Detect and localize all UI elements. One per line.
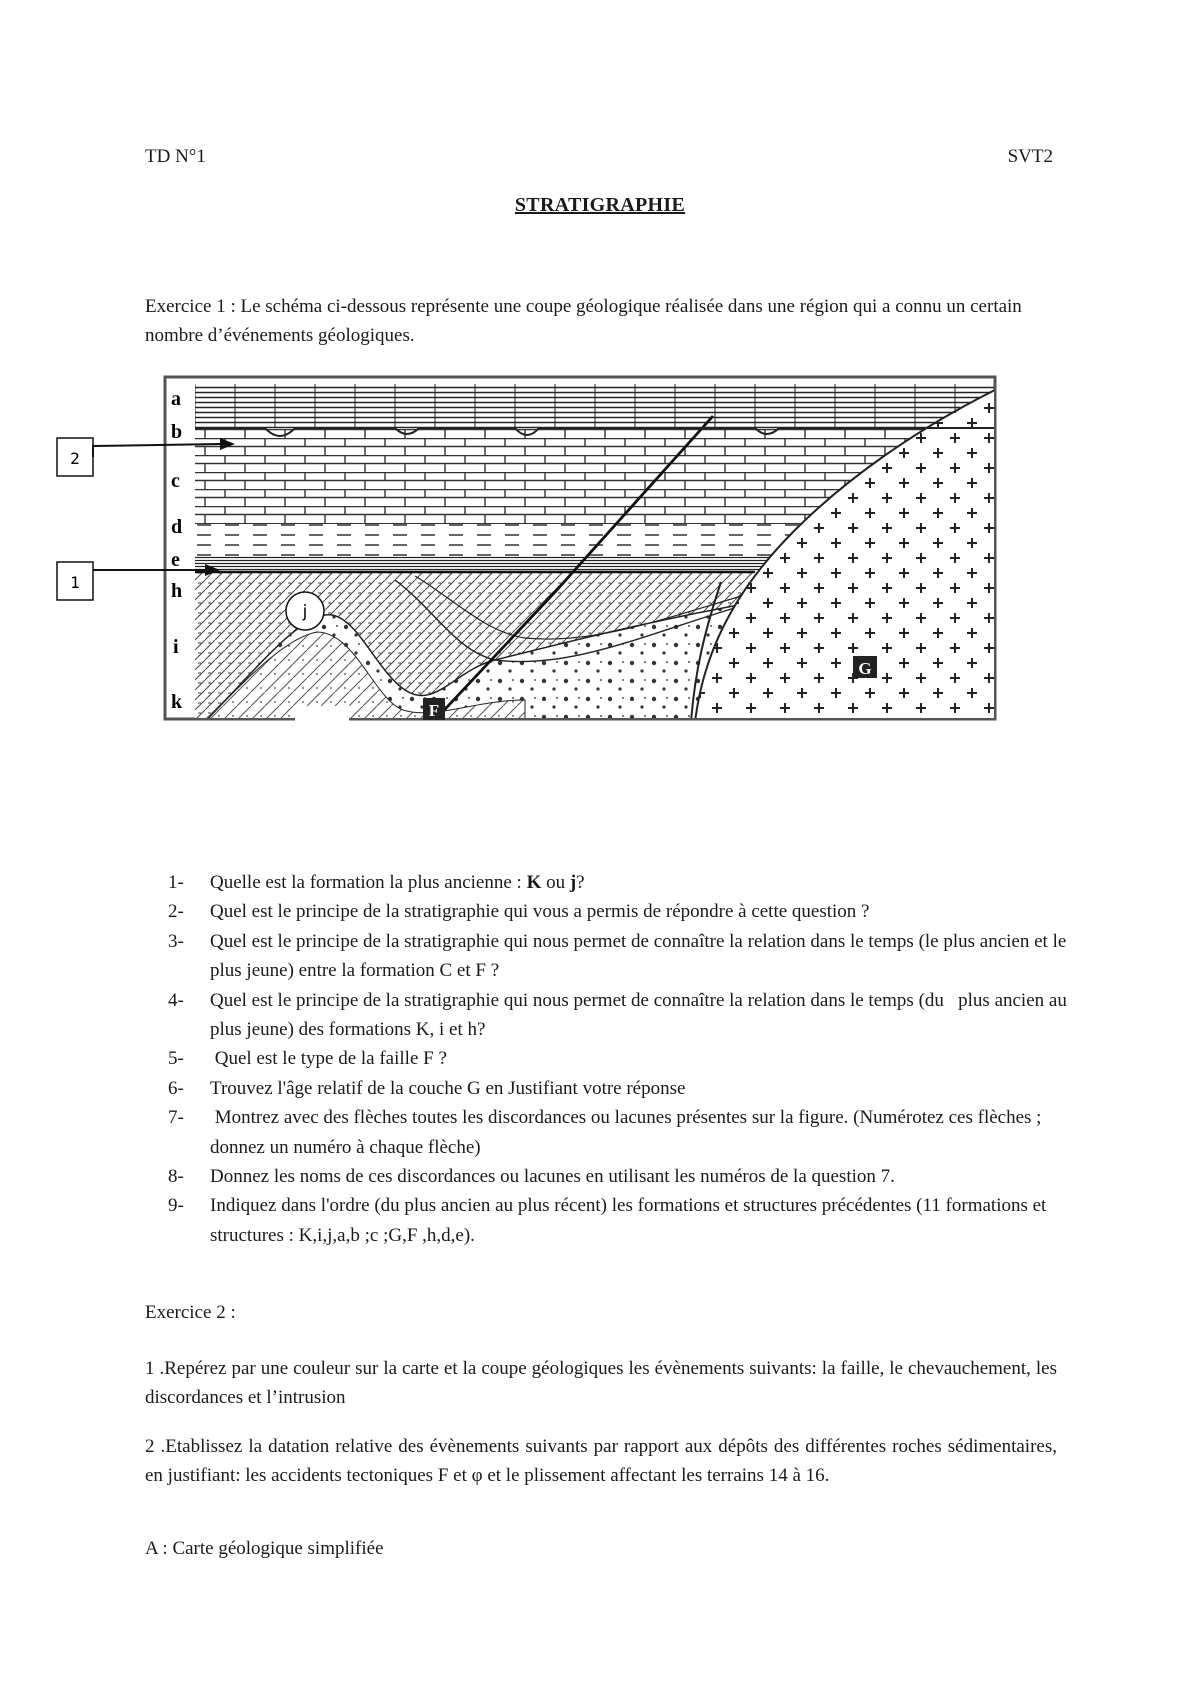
- formation-j-label: j: [302, 602, 308, 622]
- exercise1-intro: Exercice 1 : Le schéma ci-dessous représente une coupe géologique réalisée dans une région qui a connu un certain nombre d’événements géologiques.: [145, 296, 1022, 346]
- question-number: 7-: [168, 1107, 184, 1129]
- question-text-end: ?: [576, 872, 585, 893]
- callout-label-2: 2: [70, 449, 80, 468]
- page-title: STRATIGRAPHIE: [514, 194, 686, 216]
- question-number: 8-: [168, 1166, 184, 1188]
- question-bold-k: K: [526, 872, 542, 893]
- fault-label: F: [428, 701, 440, 720]
- question-text: Quel est le type de la faille F ?: [210, 1048, 447, 1070]
- question-text: Quel est le principe de la stratigraphie qui nous permet de connaître la relation dans le temps (du plus ancien au plus jeune) des formations K, i et h?: [210, 989, 1072, 1041]
- question-item: [168, 868, 1068, 897]
- layer-label-c: c: [171, 470, 180, 492]
- question-number: 4-: [168, 989, 184, 1011]
- question-text: Donnez les noms de ces discordances ou lacunes en utilisant les numéros de la question 7.: [210, 1166, 895, 1188]
- question-number: 6-: [168, 1077, 184, 1099]
- map-caption: A : Carte géologique simplifiée: [145, 1538, 384, 1559]
- layer-label-b: b: [171, 421, 183, 443]
- layer-label-a: a: [171, 388, 181, 410]
- question-text: Quel est le principe de la stratigraphie qui nous permet de connaître la relation dans le temps (le plus ancien et le plus jeune) entre la formation C et F ?: [210, 930, 1067, 982]
- callout-label-1: 1: [70, 573, 80, 592]
- question-item: [168, 1074, 1068, 1103]
- question-text: Quelle est la formation la plus ancienne :: [210, 872, 527, 893]
- question-item: [168, 1103, 1068, 1162]
- question-number: 2-: [168, 901, 184, 923]
- question-number: 9-: [168, 1195, 184, 1217]
- exercise2-instruction-2: 2 .Etablissez la datation relative des évènements suivants par rapport aux dépôts des différentes roches sédimentaires, en justifiant: les accidents tectoniques F et φ et le plissement affectant les terrains 14 à 16.: [145, 1436, 1057, 1486]
- layer-label-d: d: [171, 516, 183, 538]
- question-text: Montrez avec des flèches toutes les discordances ou lacunes présentes sur la figure. (Numérotez ces flèches ; donnez un numéro à chaque flèche): [210, 1107, 1047, 1158]
- header-class: SVT2: [1007, 146, 1053, 167]
- question-text-mid: ou: [541, 872, 570, 893]
- question-item: [168, 1162, 1068, 1191]
- granite-label: G: [858, 659, 872, 678]
- layer-label-h: h: [171, 580, 183, 602]
- exercise2-instruction-1: 1 .Repérez par une couleur sur la carte et la coupe géologiques les évènements suivants: la faille, le chevauchement, les discordances et l’intrusion: [145, 1358, 1057, 1408]
- layer-label-i: i: [173, 636, 179, 658]
- geological-cross-section: [55, 370, 1015, 730]
- question-number: 3-: [168, 930, 184, 952]
- layer-label-k: k: [171, 691, 183, 713]
- question-bold-j: j: [569, 872, 577, 893]
- question-item: [168, 986, 1072, 1045]
- question-item: [168, 1191, 1068, 1250]
- question-number: 5-: [168, 1048, 184, 1070]
- question-item: [168, 1044, 1068, 1073]
- question-number: 1-: [168, 872, 184, 893]
- question-list: [168, 868, 1072, 1250]
- question-text: Indiquez dans l'ordre (du plus ancien au plus récent) les formations et structures précédentes (11 formations et structures : K,i,j,a,b ;c ;G,F ,h,d,e).: [210, 1195, 1047, 1246]
- question-item: [168, 897, 1068, 926]
- header-td-number: TD N°1: [145, 146, 206, 167]
- question-text: Quel est le principe de la stratigraphie qui vous a permis de répondre à cette question ?: [210, 901, 870, 923]
- question-text: Trouvez l'âge relatif de la couche G en Justifiant votre réponse: [210, 1077, 686, 1099]
- question-item: [168, 927, 1068, 986]
- layer-label-e: e: [171, 549, 180, 571]
- exercise2-title: Exercice 2 :: [145, 1302, 236, 1323]
